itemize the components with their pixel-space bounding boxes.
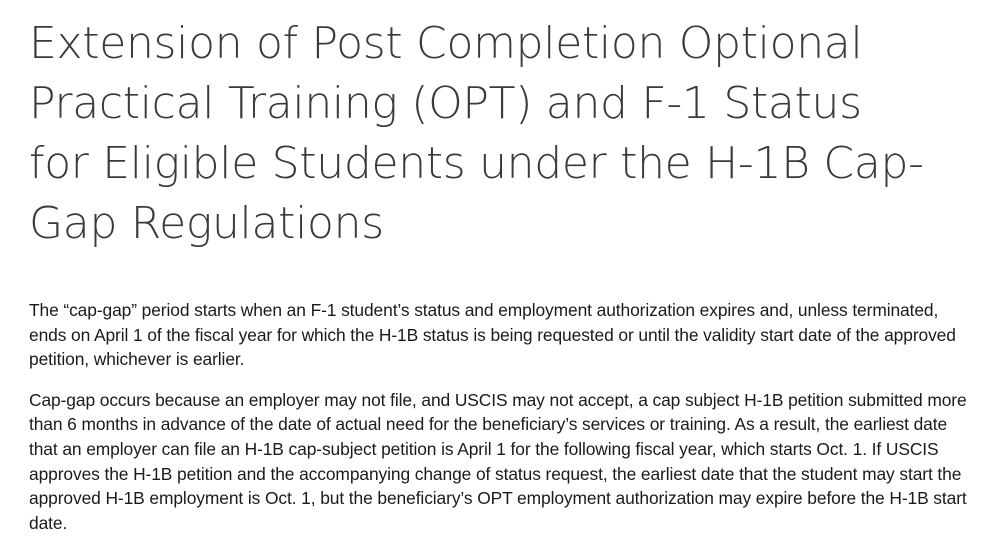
paragraph-cap-gap-period: The “cap-gap” period starts when an F-1 student’s status and employment authorization expires and, unless terminated, ends on April 1 of the fiscal year for which the H-1B status is being requested or until the validity start date of the approved petition, whichever is earlier. [29,300,956,370]
page-title: Extension of Post Completion Optional Practical Training (OPT) and F-1 Status for Eligible Students under the H-1B Cap-Gap Regulations [29,18,924,249]
page-content [29,14,974,551]
paragraph-cap-gap-reason: Cap-gap occurs because an employer may not file, and USCIS may not accept, a cap subject H-1B petition submitted more than 6 months in advance of the date of actual need for the beneficiary’s services or training. As a result, the earliest date that an employer can file an H-1B cap-subject petition is April 1 for the following fiscal year, which starts Oct. 1. If USCIS approves the H-1B petition and the accompanying change of status request, the earliest date that the student may start the approved H-1B employment is Oct. 1, but the beneficiary’s OPT employment authorization may expire before the H-1B start date. [29,389,967,533]
article-body [29,298,974,535]
